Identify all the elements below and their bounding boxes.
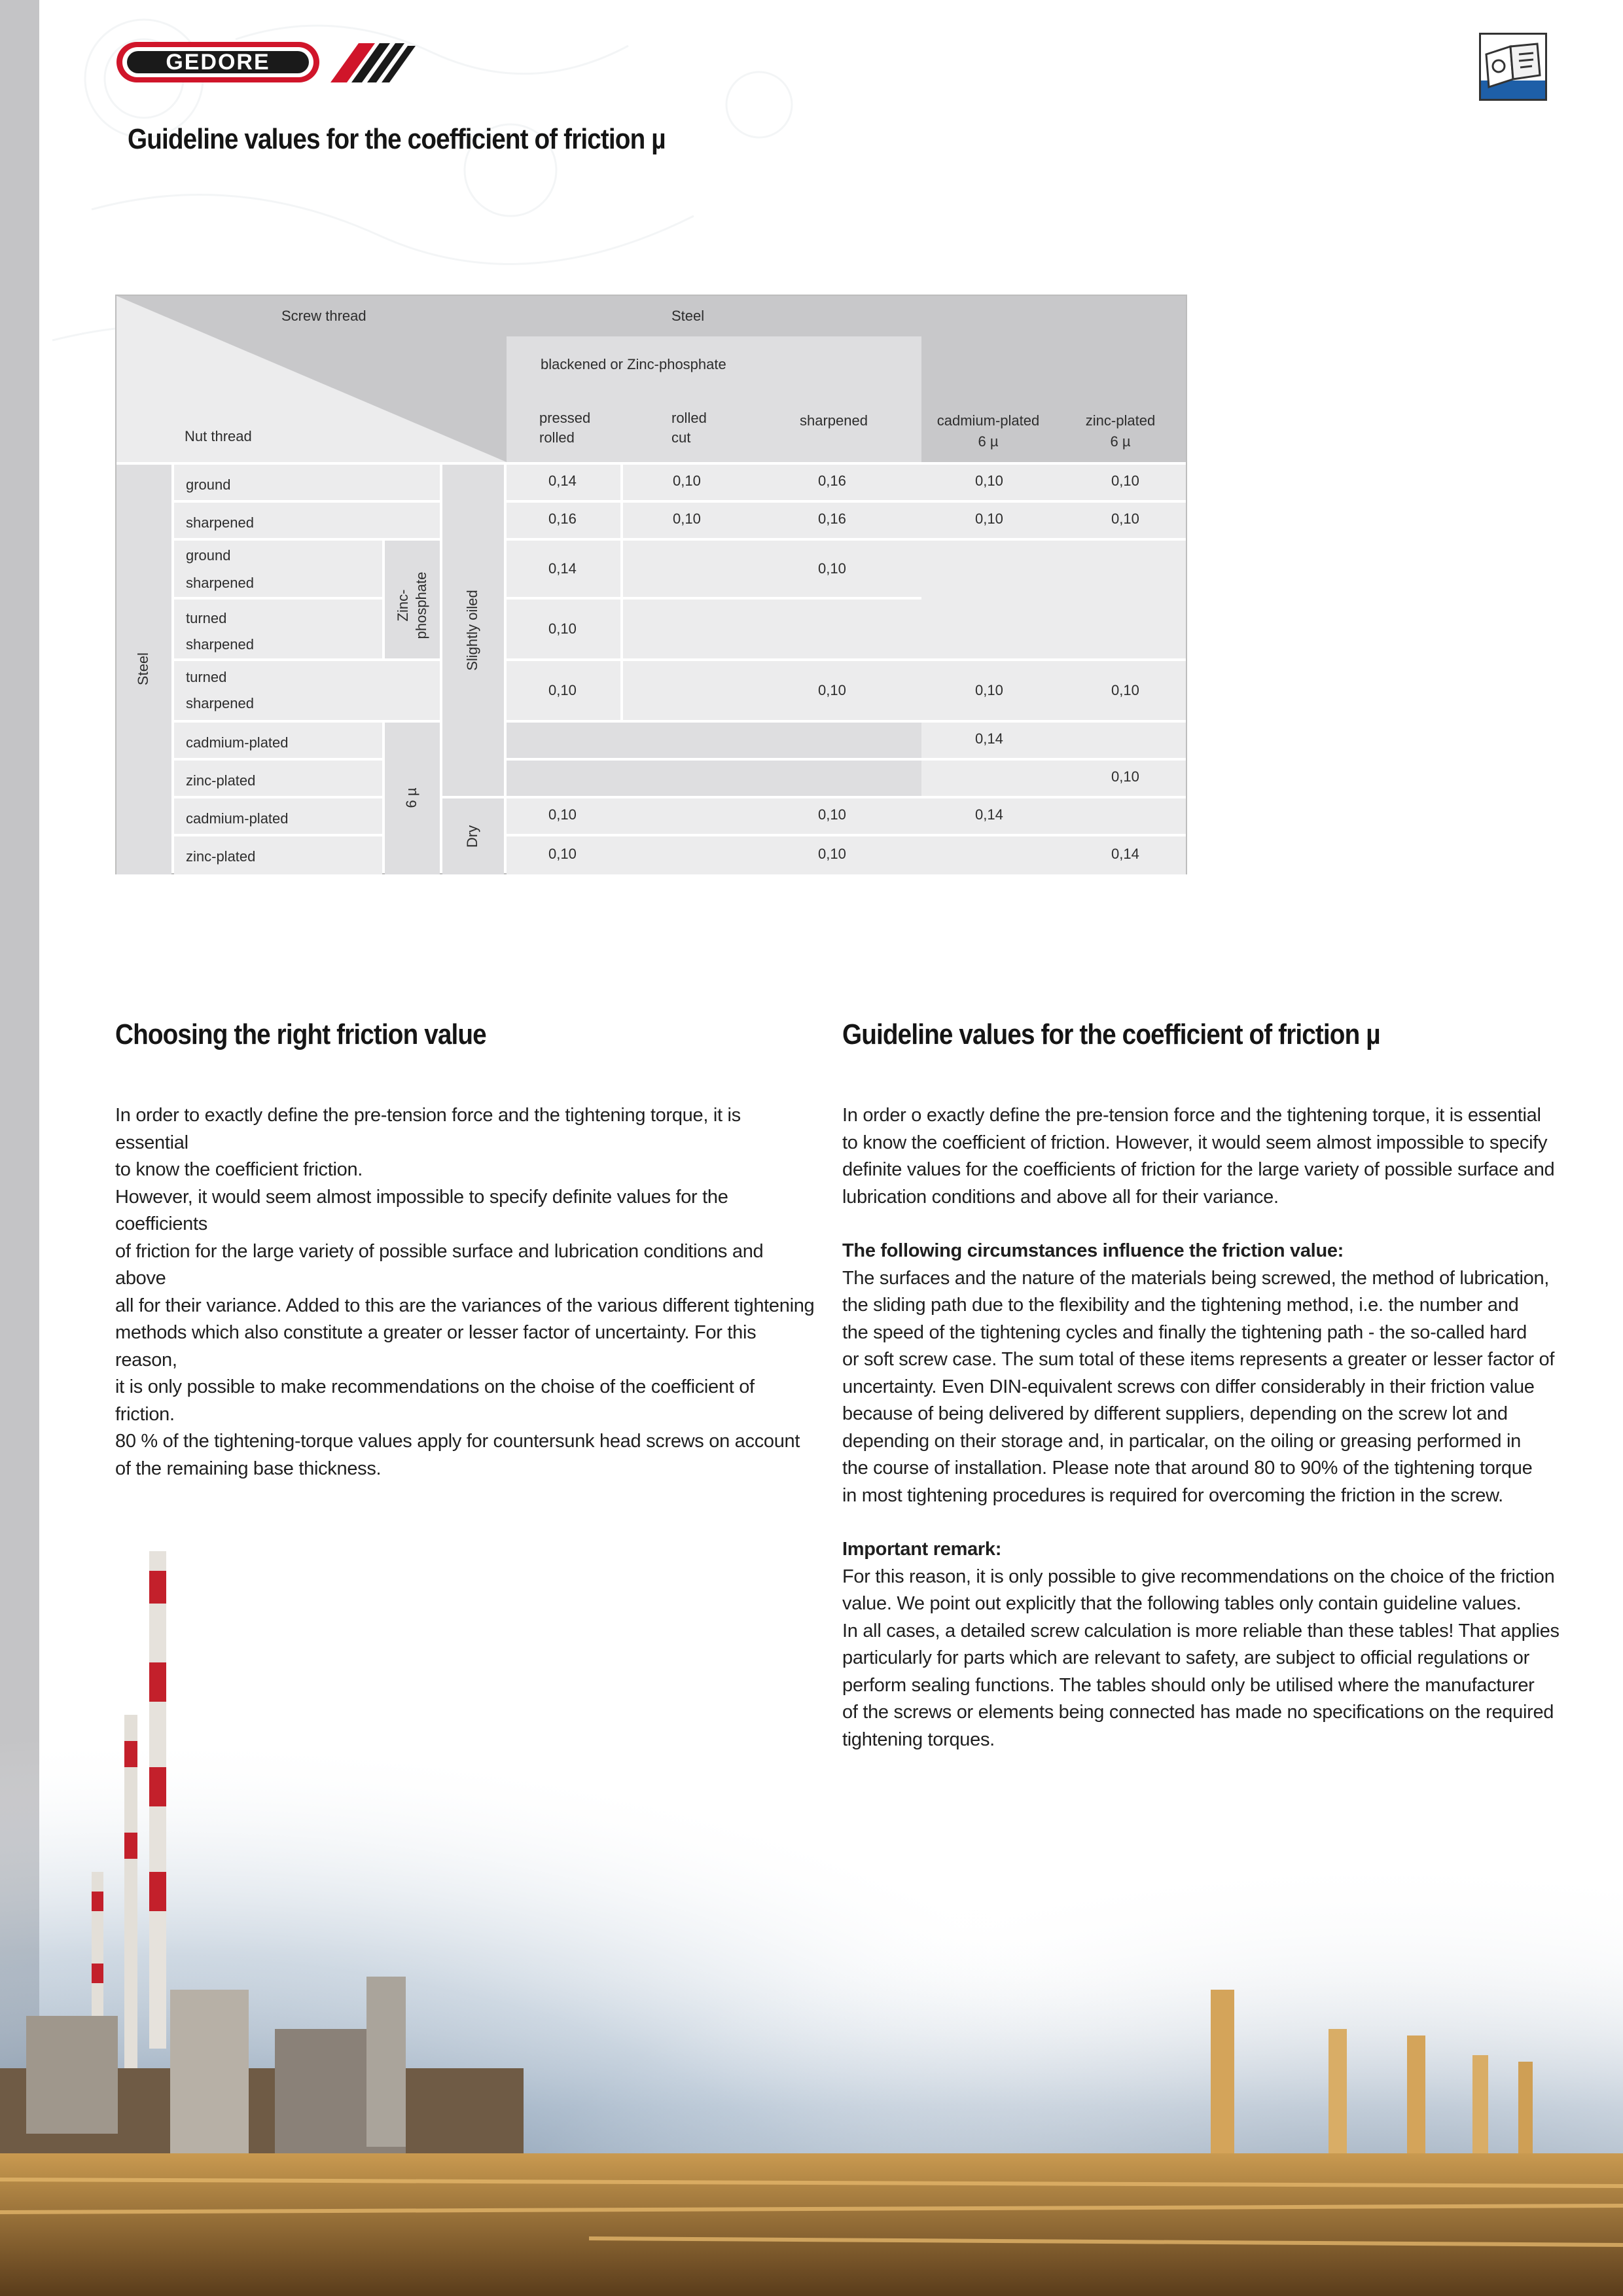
value-r1-pressed: 0,14 — [548, 473, 577, 489]
value-cell — [623, 600, 921, 658]
right-line: the sliding path due to the flexibility and the tightening method, i.e. the number and — [842, 1295, 1519, 1316]
value-cell — [921, 503, 1186, 538]
value-r9-sharpened: 0,10 — [818, 846, 846, 862]
row-label-zinc-2: zinc-plated — [186, 848, 256, 865]
page-title: Guideline values for the coefficient of friction µ — [128, 123, 666, 155]
value-cell — [921, 761, 1186, 796]
right-line: In all cases, a detailed screw calculation is more reliable than these tables! That applies — [842, 1620, 1560, 1641]
corner-top-label: Screw thread — [281, 308, 366, 324]
value-r2-rolled: 0,10 — [673, 511, 701, 527]
value-r8-sharpened: 0,10 — [818, 806, 846, 823]
value-cell — [507, 723, 921, 758]
right-line: perform sealing functions. The tables should only be utilised where the manufacturer — [842, 1674, 1535, 1696]
value-cell — [507, 761, 921, 796]
value-r7-zinc: 0,10 — [1111, 768, 1139, 785]
oiled-label: Slightly oiled — [464, 590, 480, 671]
value-r3-sharpened: 0,10 — [818, 560, 846, 577]
value-cell — [623, 541, 921, 597]
right-line: particularly for parts which are relevant to safety, are subject to official regulations or — [842, 1647, 1529, 1668]
steel-group-label: Steel — [135, 652, 151, 686]
remark-heading: Important remark: — [842, 1539, 1002, 1560]
row-label-cadmium: cadmium-plated — [186, 734, 289, 751]
right-heading: Guideline values for the coefficient of friction µ — [842, 1018, 1380, 1050]
right-line: in most tightening procedures is required for overcoming the friction in the screw. — [842, 1484, 1503, 1506]
col-cadmium-1: cadmium-plated — [936, 412, 1040, 429]
row-label-sharpened: sharpened — [186, 514, 254, 531]
svg-text:GEDORE: GEDORE — [166, 50, 270, 75]
row-label-sharpened-4: sharpened — [186, 695, 254, 711]
right-line: tightening torques. — [842, 1729, 995, 1750]
steel-header: Steel — [671, 308, 705, 324]
row-label-cadmium-2: cadmium-plated — [186, 810, 289, 827]
value-r9-zinc: 0,14 — [1111, 846, 1139, 862]
value-r1-cadmium: 0,10 — [975, 473, 1003, 489]
right-line: definite values for the coefficients of friction for the large variety of possible surface and — [842, 1159, 1555, 1180]
row-label-turned-2: turned — [186, 669, 227, 685]
right-line: to know the coefficient of friction. However, it would seem almost impossible to specify — [842, 1132, 1548, 1153]
left-line: In order to exactly define the pre-tension force and the tightening torque, it is essential — [115, 1105, 741, 1153]
col-cadmium-2: 6 µ — [978, 433, 999, 450]
right-line: because of being delivered by different suppliers, depending on the screw lot and — [842, 1403, 1508, 1424]
zinc-phosphate-label: Zinc- phosphate — [395, 571, 429, 639]
value-r4-pressed: 0,10 — [548, 620, 577, 637]
col-zinc-2: 6 µ — [1110, 433, 1131, 450]
value-cell — [623, 503, 921, 538]
value-r5-sharpened: 0,10 — [818, 682, 846, 698]
right-paragraph — [842, 1102, 1575, 1753]
right-line: the speed of the tightening cycles and finally the tightening path - the so-called hard — [842, 1321, 1527, 1343]
left-line: it is only possible to make recommendations on the choise of the coefficient of friction. — [115, 1376, 755, 1425]
value-cell — [623, 661, 921, 720]
dry-label: Dry — [464, 825, 480, 848]
row-label-ground-2: ground — [186, 547, 231, 564]
friction-table — [115, 295, 1187, 874]
value-r1-rolled: 0,10 — [673, 473, 701, 489]
col-pressed-1: pressed — [539, 410, 591, 426]
manual-book-icon — [1479, 33, 1547, 101]
value-r6-cadmium: 0,14 — [975, 730, 1003, 747]
left-paragraph — [115, 1102, 815, 1482]
right-line: lubrication conditions and above all for their variance. — [842, 1186, 1279, 1208]
value-r5-zinc: 0,10 — [1111, 682, 1139, 698]
row-label-sharpened-3: sharpened — [186, 636, 254, 653]
left-line: However, it would seem almost impossible to specify definite values for the coefficients — [115, 1186, 728, 1234]
value-cell — [921, 661, 1186, 720]
value-r5-cadmium: 0,10 — [975, 682, 1003, 698]
right-line: In order o exactly define the pre-tension force and the tightening torque, it is essential — [842, 1105, 1541, 1126]
right-line: the course of installation. Please note that around 80 to 90% of the tightening torque — [842, 1458, 1533, 1479]
value-r2-cadmium: 0,10 — [975, 511, 1003, 527]
blackened-header: blackened or Zinc-phosphate — [541, 356, 726, 372]
six-mu-label: 6 µ — [403, 787, 419, 808]
value-r2-sharpened: 0,16 — [818, 511, 846, 527]
col-rolled-2: cut — [671, 429, 691, 446]
gedore-logo — [115, 38, 416, 86]
right-line: or soft screw case. The sum total of these items represents a greater or lesser factor of — [842, 1349, 1555, 1370]
influence-heading: The following circumstances influence the friction value: — [842, 1240, 1344, 1261]
right-line: depending on their storage and, in particalar, on the oiling or greasing performed in — [842, 1430, 1521, 1452]
right-line: For this reason, it is only possible to give recommendations on the choice of the friction — [842, 1566, 1555, 1587]
right-line: uncertainty. Even DIN-equivalent screws con differ considerably in their friction value — [842, 1376, 1535, 1397]
value-cell — [921, 836, 1186, 874]
col-sharpened: sharpened — [800, 412, 868, 429]
value-r1-sharpened: 0,16 — [818, 473, 846, 489]
left-line: all for their variance. Added to this are the variances of the various different tightening — [115, 1295, 815, 1316]
value-r1-zinc: 0,10 — [1111, 473, 1139, 489]
value-r9-pressed: 0,10 — [548, 846, 577, 862]
value-r2-zinc: 0,10 — [1111, 511, 1139, 527]
row-label-sharpened-2: sharpened — [186, 575, 254, 591]
left-line: 80 % of the tightening-torque values apply for countersunk head screws on account — [115, 1431, 800, 1452]
left-line: of friction for the large variety of possible surface and lubrication conditions and above — [115, 1240, 764, 1289]
left-line: methods which also constitute a greater or lesser factor of uncertainty. For this reason, — [115, 1322, 757, 1371]
value-r3-pressed: 0,14 — [548, 560, 577, 577]
value-r8-cadmium: 0,14 — [975, 806, 1003, 823]
value-cell — [921, 723, 1186, 758]
value-r5-pressed: 0,10 — [548, 682, 577, 698]
value-cell — [921, 465, 1186, 500]
right-line: The surfaces and the nature of the materials being screwed, the method of lubrication, — [842, 1267, 1550, 1289]
col-rolled-1: rolled — [671, 410, 707, 426]
row-label-zinc: zinc-plated — [186, 772, 256, 789]
left-line: to know the coefficient friction. — [115, 1159, 363, 1180]
value-cell — [921, 541, 1186, 658]
left-heading: Choosing the right friction value — [115, 1018, 486, 1050]
value-cell — [623, 465, 921, 500]
value-r2-pressed: 0,16 — [548, 511, 577, 527]
value-r8-pressed: 0,10 — [548, 806, 577, 823]
row-label-ground: ground — [186, 476, 231, 493]
row-label-turned: turned — [186, 610, 227, 626]
left-line: of the remaining base thickness. — [115, 1458, 382, 1479]
right-line: of the screws or elements being connected has made no specifications on the required — [842, 1702, 1554, 1723]
right-line: value. We point out explicitly that the following tables only contain guideline values. — [842, 1593, 1522, 1614]
col-zinc-1: zinc-plated — [1085, 412, 1156, 429]
corner-bottom-label: Nut thread — [185, 428, 252, 444]
value-cell — [921, 798, 1186, 834]
col-pressed-2: rolled — [539, 429, 575, 446]
